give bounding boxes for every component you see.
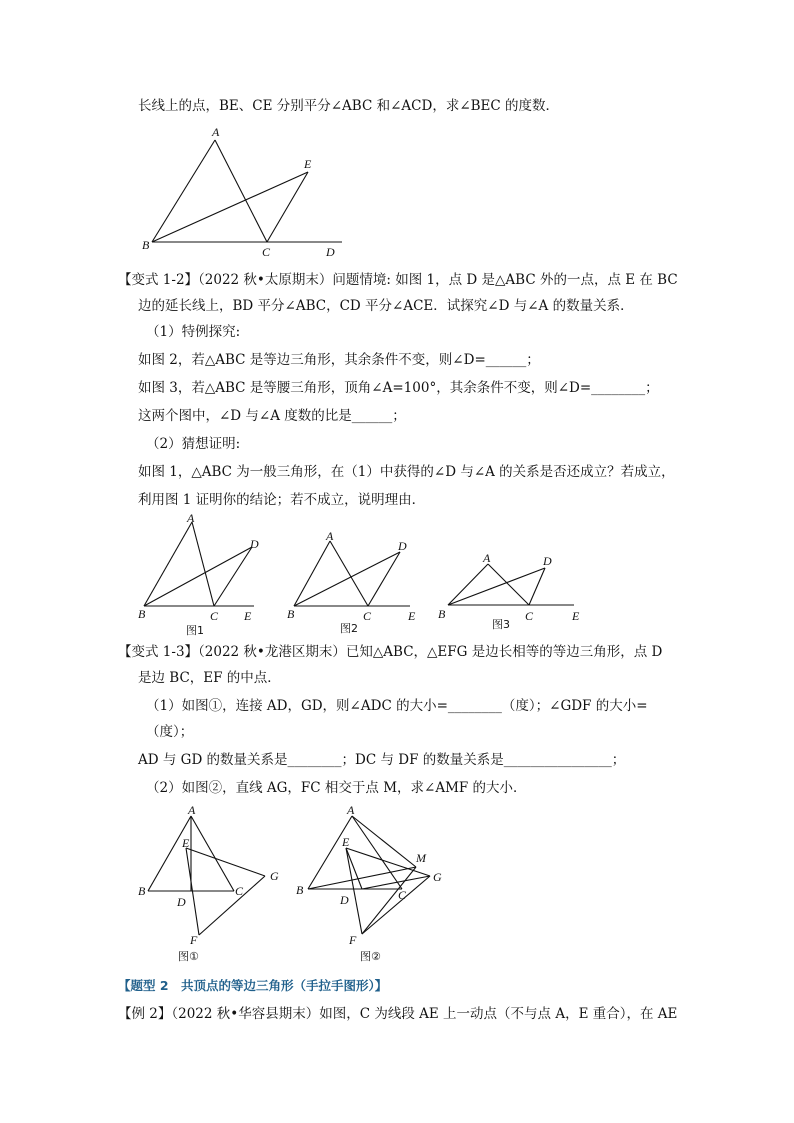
figure-2 [282, 526, 422, 638]
text-line-2: 【变式 1-2】（2022 秋•太原期末）问题情境: 如图 1，点 D 是△ABC 外的一点，点 E 在 BC [118, 272, 678, 288]
label-e: E [408, 609, 416, 623]
label-e: E [304, 157, 312, 171]
text-line-13: （1）如图①，连接 AD，GD，则∠ADC 的大小=________（度）；∠GDF 的大小= [146, 698, 648, 714]
label-c: C [262, 245, 271, 259]
label-a: A [483, 551, 491, 565]
text-line-1: 长线上的点，BE、CE 分别平分∠ABC 和∠ACD，求∠BEC 的度数． [138, 98, 560, 114]
text-line-15: AD 与 GD 的数量关系是________；DC 与 DF 的数量关系是________________； [138, 752, 626, 768]
label-c: C [398, 888, 407, 902]
label-c: C [363, 609, 372, 623]
label-f: F [190, 933, 198, 947]
text-line-11: 【变式 1-3】（2022 秋•龙港区期末）已知△ABC，△EFG 是边长相等的等边三角形，点 D [118, 644, 663, 660]
label-c: C [235, 884, 244, 898]
text-line-5: 如图 2，若△ABC 是等边三角形，其余条件不变，则∠D=______； [138, 352, 540, 368]
figure-circle-1 [134, 800, 290, 966]
label-f: F [349, 933, 357, 947]
label-g: G [433, 870, 442, 884]
label-b: B [438, 607, 446, 621]
text-line-9: 如图 1，△ABC 为一般三角形，在（1）中获得的∠D 与∠A 的关系是否还成立？若成立， [138, 464, 675, 480]
label-a: A [187, 511, 195, 525]
label-d: D [177, 895, 186, 909]
caption-3: 图3 [492, 618, 510, 631]
label-c: C [525, 609, 534, 623]
label-d: D [340, 893, 349, 907]
label-a: A [212, 125, 220, 139]
label-a: A [188, 803, 196, 817]
label-d: D [250, 537, 259, 551]
label-d: D [543, 554, 552, 568]
section-heading-type-2: 【题型 2 共顶点的等边三角形（手拉手图形）】 [118, 978, 388, 993]
label-g: G [270, 869, 279, 883]
text-line-3: 边的延长线上，BD 平分∠ABC，CD 平分∠ACE．试探究∠D 与∠A 的数量关系． [138, 298, 634, 314]
text-line-10: 利用图 1 证明你的结论；若不成立，说明理由． [138, 492, 426, 508]
label-b: B [142, 238, 150, 252]
label-a: A [347, 803, 355, 817]
text-line-6: 如图 3，若△ABC 是等腰三角形，顶角∠A=100°，其余条件不变，则∠D=________； [138, 380, 659, 396]
label-m: M [416, 851, 426, 865]
figure-3 [432, 546, 592, 634]
text-line-8: （2）猜想证明: [146, 436, 241, 452]
figure-1 [132, 510, 272, 638]
caption-circle-2: 图② [360, 950, 381, 963]
label-b: B [138, 884, 146, 898]
text-line-16: （2）如图②，直线 AG，FC 相交于点 M，求∠AMF 的大小． [146, 780, 527, 796]
label-a: A [326, 529, 334, 543]
caption-circle-1: 图① [178, 950, 199, 963]
label-d: D [398, 539, 407, 553]
label-b: B [296, 883, 304, 897]
text-line-4: （1）特例探究: [146, 324, 241, 340]
label-b: B [287, 607, 295, 621]
label-e: E [244, 609, 252, 623]
label-e: E [342, 835, 350, 849]
label-e: E [182, 836, 190, 850]
label-c: C [210, 609, 219, 623]
figure-top-triangle [130, 122, 360, 262]
label-e: E [572, 609, 580, 623]
text-line-7: 这两个图中，∠D 与∠A 度数的比是______； [138, 408, 406, 424]
label-b: B [138, 607, 146, 621]
text-line-14: （度）； [146, 724, 194, 740]
label-d: D [326, 245, 335, 259]
caption-1: 图1 [186, 624, 204, 637]
caption-2: 图2 [340, 622, 358, 635]
figure-circle-2 [292, 800, 448, 966]
text-line-12: 是边 BC，EF 的中点． [138, 670, 281, 686]
text-line-17: 【例 2】（2022 秋•华容县期末）如图，C 为线段 AE 上一动点（不与点 A，E 重合），在 AE [118, 1006, 678, 1022]
